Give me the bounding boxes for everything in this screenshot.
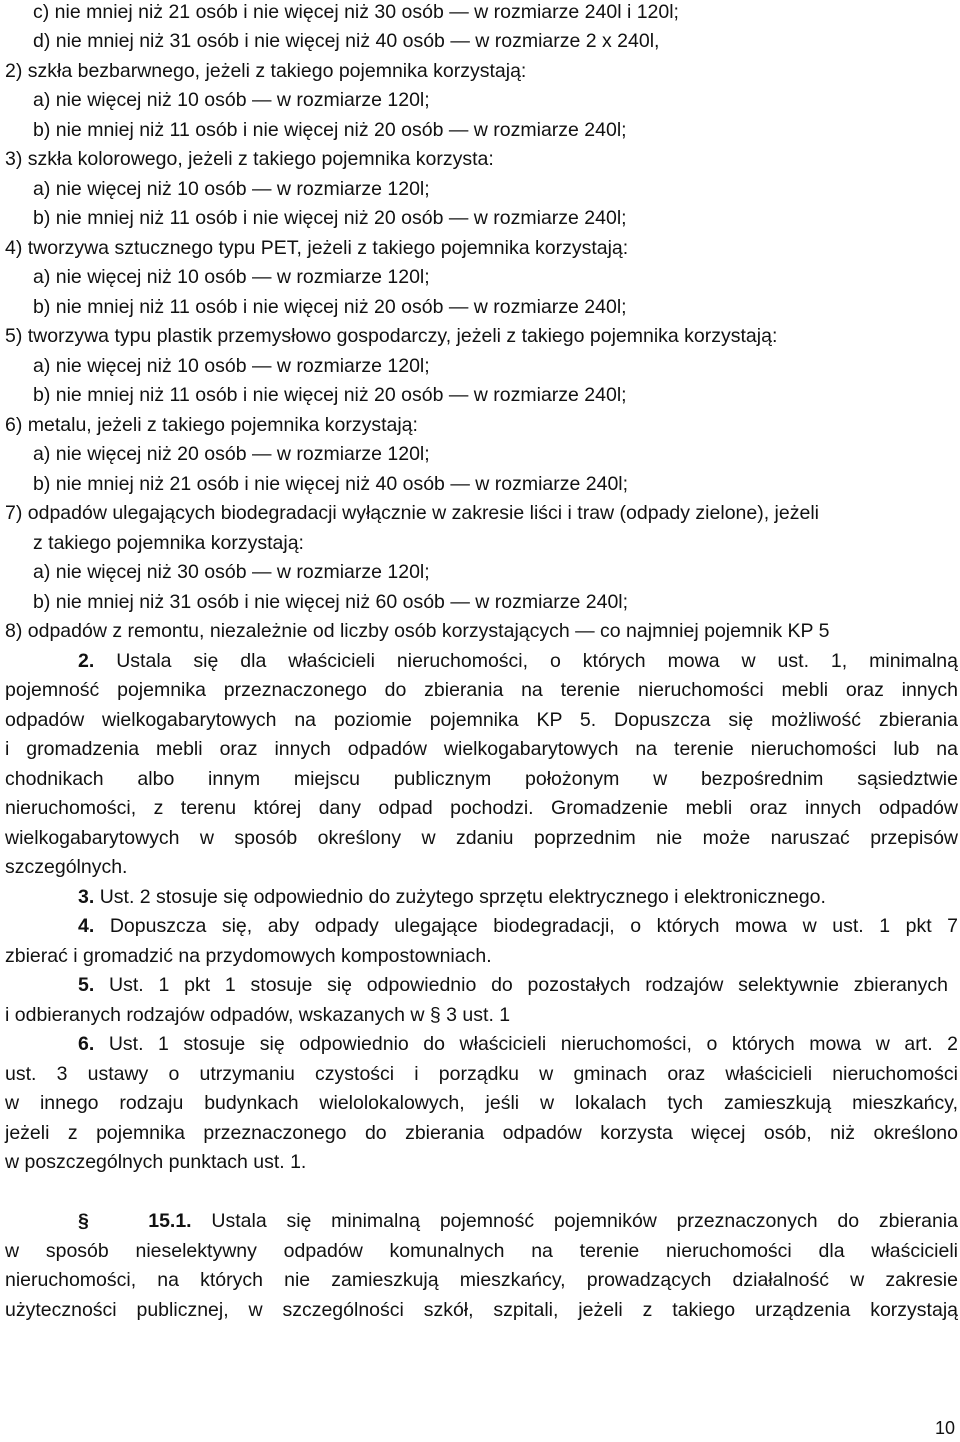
paragraph-text: Ustala się dla właścicieli nieruchomości, o których mowa w ust. 1, minimalną [116,650,958,672]
list-item: b) nie mniej niż 31 osób i nie więcej niż 60 osób — w rozmiarze 240l; [33,591,629,613]
paragraph-line: jeżeli z pojemnika przeznaczonego do zbierania odpadów korzysta więcej osób, niż określono [5,1122,958,1144]
list-item: a) nie więcej niż 30 osób — w rozmiarze 120l; [33,561,430,583]
list-item: b) nie mniej niż 21 osób i nie więcej niż 40 osób — w rozmiarze 240l; [33,473,629,495]
list-item: b) nie mniej niż 11 osób i nie więcej niż 20 osób — w rozmiarze 240l; [33,296,627,318]
paragraph-text: Ust. 2 stosuje się odpowiednio do zużytego sprzętu elektrycznego i elektronicznego. [99,886,826,908]
paragraph-line: w sposób nieselektywny odpadów komunalnych na terenie nieruchomości dla właścicieli [5,1240,958,1262]
paragraph-line: nieruchomości, na których nie zamieszkują mieszkańcy, prowadzących działalność w zakresie [5,1269,958,1291]
paragraph-line [78,1032,958,1056]
list-item: 4) tworzywa sztucznego typu PET, jeżeli z takiego pojemnika korzystają: [5,237,629,259]
paragraph-line: chodnikach albo innym miejscu publicznym położonym w bezpośrednim sąsiedztwie [5,768,958,790]
paragraph-line: odpadów wielkogabarytowych na poziomie pojemnika KP 5. Dopuszcza się możliwość zbierania [5,709,958,731]
paragraph-line: nieruchomości, z terenu której dany odpad pochodzi. Gromadzenie mebli oraz innych odpadów [5,797,958,819]
paragraph-line: zbierać i gromadzić na przydomowych kompostowniach. [5,945,492,967]
paragraph-line: pojemność pojemnika przeznaczonego do zbierania na terenie nieruchomości mebli oraz innych [5,679,958,701]
list-item: a) nie więcej niż 10 osób — w rozmiarze 120l; [33,266,430,288]
list-item: 5) tworzywa typu plastik przemysłowo gospodarczy, jeżeli z takiego pojemnika korzystają: [5,325,778,347]
paragraph-number: 5. [78,974,95,996]
list-item: 3) szkła kolorowego, jeżeli z takiego pojemnika korzysta: [5,148,494,170]
list-item: 6) metalu, jeżeli z takiego pojemnika korzystają: [5,414,418,436]
paragraph-line [78,914,958,938]
section-sign: § [78,1210,89,1232]
paragraph-line: użyteczności publicznej, w szczególności szkół, szpitali, jeżeli z takiego urządzenia korzystają [5,1299,958,1321]
paragraph-number: 3. [78,886,95,908]
paragraph-text: Dopuszcza się, aby odpady ulegające biodegradacji, o których mowa w ust. 1 pkt 7 [109,915,959,937]
paragraph-line [78,973,948,997]
list-item: a) nie więcej niż 20 osób — w rozmiarze 120l; [33,443,430,465]
paragraph-line [78,649,958,673]
paragraph-line [78,885,826,909]
paragraph-number: 6. [78,1033,95,1055]
list-item: b) nie mniej niż 11 osób i nie więcej niż 20 osób — w rozmiarze 240l; [33,384,627,406]
paragraph-line: w innego rodzaju budynkach wielolokalowych, jeśli w lokalach tych zamieszkują mieszkańcy, [5,1092,958,1114]
paragraph-line: ust. 3 ustawy o utrzymaniu czystości i porządku w gminach oraz właścicieli nieruchomości [5,1063,958,1085]
paragraph-line: i gromadzenia mebli oraz innych odpadów wielkogabarytowych na terenie nieruchomości lub na [5,738,958,760]
list-item: a) nie więcej niż 10 osób — w rozmiarze 120l; [33,178,430,200]
paragraph-line: wielkogabarytowych w sposób określony w zdaniu poprzednim nie może naruszać przepisów [5,827,958,849]
list-item: b) nie mniej niż 11 osób i nie więcej niż 20 osób — w rozmiarze 240l; [33,119,627,141]
list-item: a) nie więcej niż 10 osób — w rozmiarze 120l; [33,89,430,111]
paragraph-number: 4. [78,915,95,937]
list-item: 8) odpadów z remontu, niezależnie od liczby osób korzystających — co najmniej pojemnik KP 5 [5,620,830,642]
paragraph-line: w poszczególnych punktach ust. 1. [5,1151,307,1173]
section-text: Ustala się minimalną pojemność pojemników przeznaczonych do zbierania [211,1210,958,1232]
list-item: a) nie więcej niż 10 osób — w rozmiarze 120l; [33,355,430,377]
list-item: b) nie mniej niż 11 osób i nie więcej niż 20 osób — w rozmiarze 240l; [33,207,627,229]
paragraph-number: 2. [78,650,95,672]
paragraph-line: szczególnych. [5,856,128,878]
list-item: d) nie mniej niż 31 osób i nie więcej niż 40 osób — w rozmiarze 2 x 240l, [33,30,660,52]
list-item: z takiego pojemnika korzystają: [33,532,304,554]
section-heading-line [78,1209,958,1233]
list-item: 7) odpadów ulegających biodegradacji wyłącznie w zakresie liści i traw (odpady zielone), jeżeli [5,502,819,524]
list-item: 2) szkła bezbarwnego, jeżeli z takiego pojemnika korzystają: [5,60,527,82]
section-number: 15.1. [148,1210,192,1232]
list-item: c) nie mniej niż 21 osób i nie więcej niż 30 osób — w rozmiarze 240l i 120l; [33,1,679,23]
paragraph-text: Ust. 1 pkt 1 stosuje się odpowiednio do pozostałych rodzajów selektywnie zbieranych [109,974,948,996]
paragraph-line: i odbieranych rodzajów odpadów, wskazanych w § 3 ust. 1 [5,1004,511,1026]
paragraph-text: Ust. 1 stosuje się odpowiednio do właścicieli nieruchomości, o których mowa w art. 2 [108,1033,958,1055]
page-number: 10 [934,1418,955,1438]
